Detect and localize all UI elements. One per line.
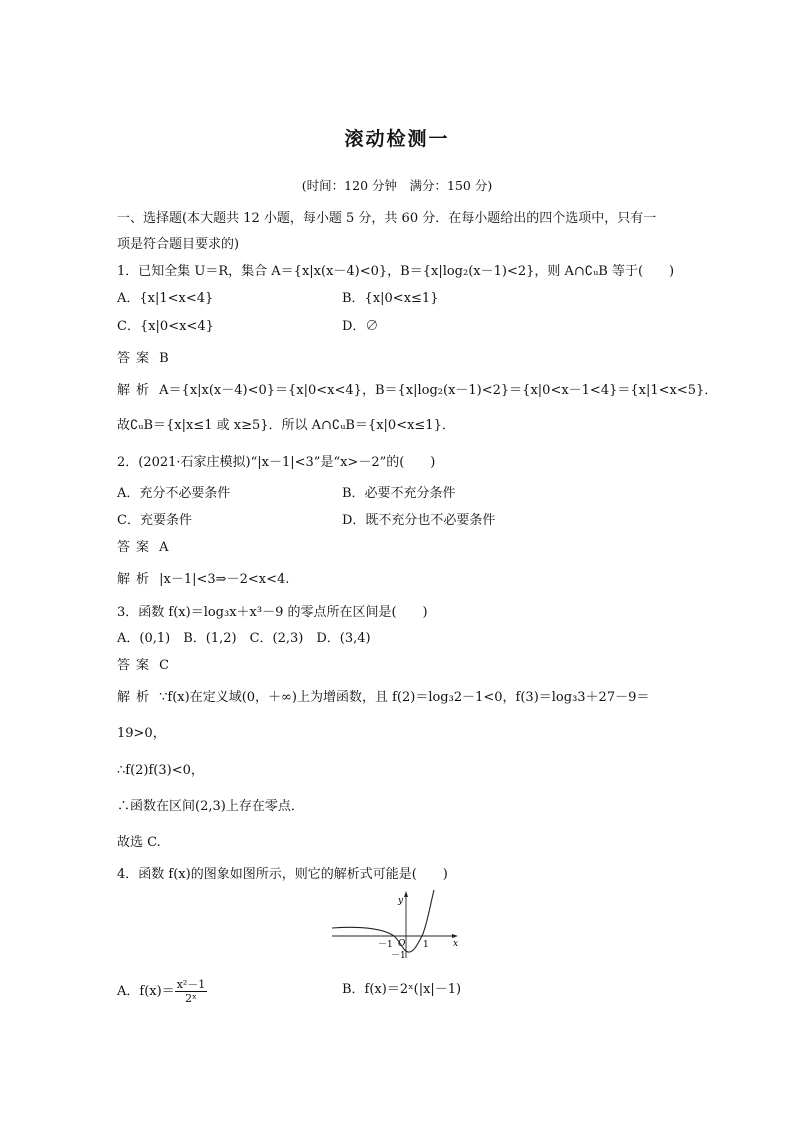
section-heading-line2: 项是符合题目要求的) [117, 237, 240, 252]
x-axis-label: x [453, 939, 459, 949]
answer-value: C [159, 658, 170, 673]
origin-label: O [398, 939, 406, 949]
q1-analysis-line1 [117, 381, 717, 401]
exam-info: (时间：120 分钟 满分：150 分) [301, 178, 493, 193]
q1-analysis-line2: 故∁ᵤB＝{x|x≤1 或 x≥5}．所以 A∩∁ᵤB＝{x|0<x≤1}． [117, 418, 455, 433]
q4-stem: 4．函数 f(x)的图象如图所示，则它的解析式可能是( ) [117, 867, 448, 882]
page-title: 滚动检测一 [344, 128, 450, 150]
q3-analysis-line5: 故选 C. [117, 835, 161, 850]
q2-analysis-line1 [117, 570, 289, 590]
function-graph [330, 888, 462, 960]
x-axis-arrow [452, 934, 458, 938]
fraction-numerator: x²－1 [176, 978, 206, 991]
q3-analysis-line3: ∴f(2)f(3)<0， [117, 763, 204, 778]
tick-label-one-x: 1 [423, 940, 429, 950]
q3-answer [117, 656, 169, 676]
tick-label-neg-one-x: －1 [378, 940, 393, 950]
q1-option-b: B．{x|0<x≤1} [342, 291, 439, 306]
section-heading-line1: 一、选择题(本大题共 12 小题，每小题 5 分，共 60 分．在每小题给出的四个选项中，只有一 [117, 211, 657, 226]
answer-label: 答案 [117, 540, 156, 555]
q2-options-row1 [117, 484, 717, 504]
analysis-text: |x－1|<3⇒－2<x<4. [159, 572, 290, 587]
analysis-text: ∵f(x)在定义域(0，＋∞)上为增函数，且 f(2)＝log₃2－1<0，f(3)＝log₃3＋27－9＝ [159, 690, 650, 705]
q1-answer [117, 349, 169, 369]
q4-option-b: B．f(x)＝2ˣ(|x|－1) [342, 982, 462, 997]
answer-label: 答案 [117, 658, 156, 673]
q2-option-d: D．既不充分也不必要条件 [342, 513, 496, 528]
q1-options-row1 [117, 289, 717, 309]
answer-label: 答案 [117, 351, 156, 366]
analysis-label: 解析 [117, 572, 156, 587]
fraction-denominator: 2ˣ [185, 992, 197, 1005]
q4-options-row1 [117, 978, 717, 1014]
q2-option-c: C．充要条件 [117, 513, 192, 528]
q2-answer [117, 538, 169, 558]
analysis-label: 解析 [117, 383, 156, 398]
tick-label-neg-one-y: －1 [391, 951, 406, 960]
q1-option-d: D．∅ [342, 319, 379, 334]
q1-stem: 1．已知全集 U＝R，集合 A＝{x|x(x－4)<0}，B＝{x|log₂(x－1)<2}，则 A∩∁ᵤB 等于( ) [117, 264, 675, 279]
q2-options-row2 [117, 511, 717, 531]
q2-option-b: B．必要不充分条件 [342, 486, 456, 501]
q2-stem: 2．(2021·石家庄模拟)“|x－1|<3”是“x>－2”的( ) [117, 455, 436, 470]
q3-analysis-line1 [117, 688, 649, 708]
fraction [175, 978, 208, 1005]
q1-options-row2 [117, 317, 717, 337]
answer-value: A [159, 540, 169, 555]
analysis-text: A＝{x|x(x－4)<0}＝{x|0<x<4}，B＝{x|log₂(x－1)<2}＝{x|0<x－1<4}＝{x|1<x<5}． [159, 383, 718, 398]
q1-option-a: A．{x|1<x<4} [117, 291, 214, 306]
q4-option-a-prefix: A．f(x)＝ [117, 984, 175, 999]
q4-option-a [117, 978, 207, 1005]
y-axis-arrow [404, 891, 408, 897]
q1-option-c: C．{x|0<x<4} [117, 319, 214, 334]
y-axis-label: y [398, 896, 404, 906]
q3-options: A．(0,1) B．(1,2) C．(2,3) D．(3,4) [117, 631, 371, 646]
answer-value: B [159, 351, 169, 366]
analysis-label: 解析 [117, 690, 156, 705]
q3-analysis-line2: 19>0， [117, 726, 166, 741]
q3-stem: 3．函数 f(x)＝log₃x＋x³－9 的零点所在区间是( ) [117, 605, 428, 620]
q2-option-a: A．充分不必要条件 [117, 486, 231, 501]
q3-analysis-line4: ∴函数在区间(2,3)上存在零点． [117, 799, 304, 814]
